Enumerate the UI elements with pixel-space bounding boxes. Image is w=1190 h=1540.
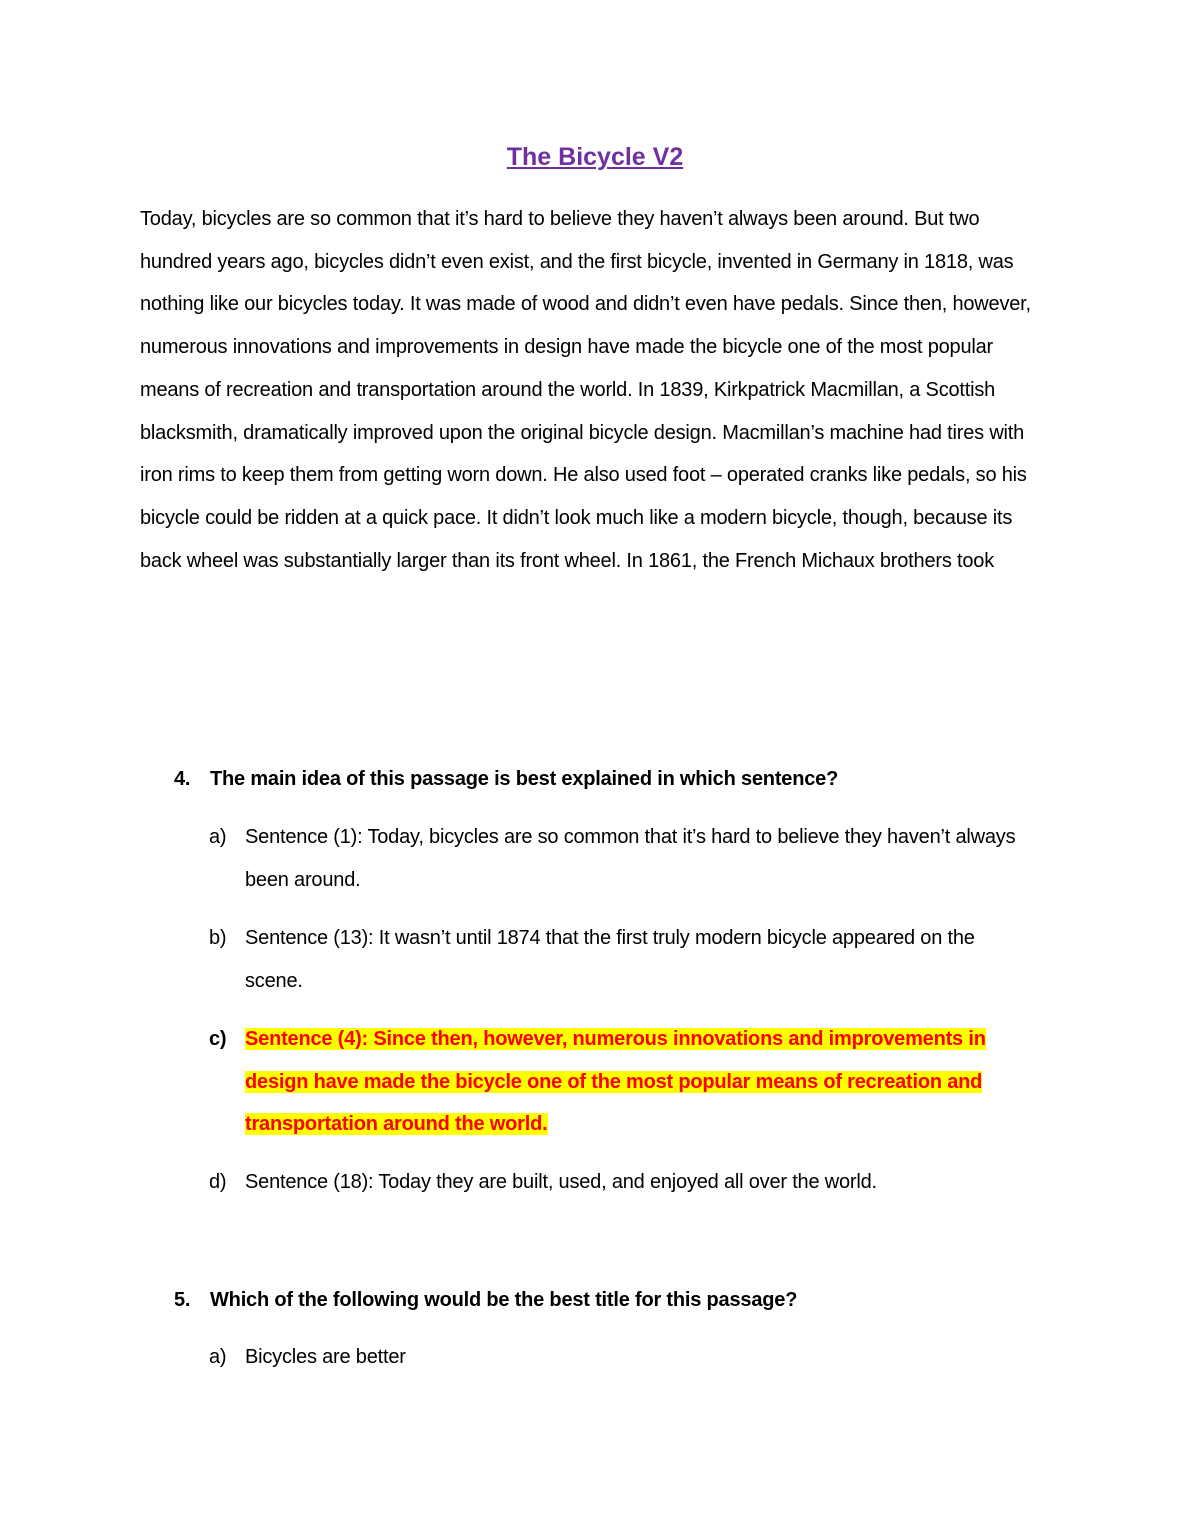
option-letter: d) <box>209 1171 227 1193</box>
answer-option-4a <box>209 816 1029 901</box>
answer-option-5a <box>209 1336 1029 1379</box>
option-letter: b) <box>209 927 227 949</box>
question-number: 5. <box>174 1289 191 1311</box>
highlighted-answer-text: Sentence (4): Since then, however, numerous innovations and improvements in design have made the bicycle one of the most popular means of recreation and transportation around the world. <box>245 1028 986 1136</box>
option-letter: a) <box>209 1346 227 1368</box>
option-text: Sentence (13): It wasn’t until 1874 that the first truly modern bicycle appeared on the scene. <box>245 927 975 992</box>
question-text: Which of the following would be the best title for this passage? <box>210 1289 798 1311</box>
answer-option-4c-highlighted <box>209 1018 1029 1146</box>
question-5 <box>174 1285 1054 1315</box>
question-4 <box>174 764 1054 794</box>
passage-text: Today, bicycles are so common that it’s hard to believe they haven’t always been around. But two hundred years ago, bicycles didn’t even exist, and the first bicycle, invented in Germany in 1818, was nothing like our bicycles today. It was made of wood and didn’t even have pedals. Since then, however, numerous innovations and improvements in design have made the bicycle one of the most popular means of recreation and transportation around the world. In 1839, Kirkpatrick Macmillan, a Scottish blacksmith, dramatically improved upon the original bicycle design. Macmillan’s machine had tires with iron rims to keep them from getting worn down. He also used foot – operated cranks like pedals, so his bicycle could be ridden at a quick pace. It didn’t look much like a modern bicycle, though, because its back wheel was substantially larger than its front wheel. In 1861, the French Michaux brothers took <box>140 208 1031 572</box>
option-text: Bicycles are better <box>245 1346 406 1368</box>
question-text: The main idea of this passage is best explained in which sentence? <box>210 768 839 790</box>
option-letter: c) <box>209 1028 227 1050</box>
answer-option-4b <box>209 917 1029 1002</box>
answer-option-4d <box>209 1161 1029 1204</box>
option-text <box>245 1018 1029 1146</box>
page-title: The Bicycle V2 <box>506 143 684 171</box>
option-text: Sentence (18): Today they are built, used, and enjoyed all over the world. <box>245 1171 877 1193</box>
question-number: 4. <box>174 768 191 790</box>
option-letter: a) <box>209 826 227 848</box>
option-text: Sentence (1): Today, bicycles are so common that it’s hard to believe they haven’t always been around. <box>245 826 1016 891</box>
